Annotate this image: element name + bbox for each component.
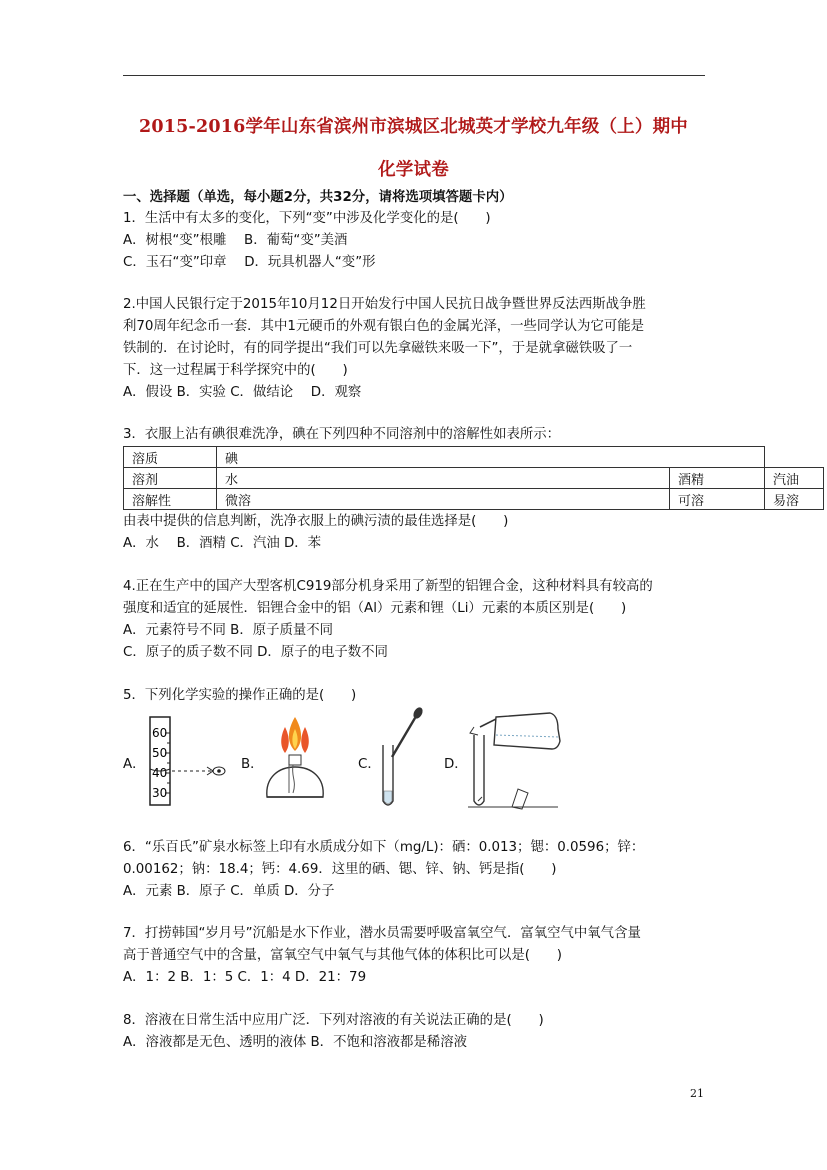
header-rule (123, 75, 705, 76)
table-cell: 微溶 (217, 489, 670, 510)
q6-stem-line1: 6．“乐百氏”矿泉水标签上印有水质成分如下（mg/L)：硒：0.013；锶：0.0596；锌： (123, 840, 645, 855)
q6-stem-line2: 0.00162；钠：18.4；钙：4.69．这里的硒、锶、锌、钠、钙是指( ) (123, 862, 557, 877)
tick-label: 50 (152, 746, 168, 760)
q3-stem: 3．衣服上沾有碘很难洗净，碘在下列四种不同溶剂中的溶解性如表所示： (123, 427, 561, 442)
alcohol-lamp-icon (261, 713, 333, 813)
q5-label-a: A． (123, 757, 146, 772)
q5-label-b: B． (241, 757, 264, 772)
q7-stem-line2: 高于普通空气中的含量，富氧空气中氧气与其他气体的体积比可以是( ) (123, 948, 562, 963)
test-tube-dropper-icon (375, 705, 425, 815)
q5-figures (123, 705, 593, 815)
q1-options-row2: C．玉石“变”印章 D．玩具机器人“变”形 (123, 255, 376, 270)
q5-label-d: D． (444, 757, 468, 772)
q6-options: A．元素 B．原子 C．单质 D．分子 (123, 884, 335, 899)
pouring-reagent-icon (466, 705, 576, 815)
q8-options: A．溶液都是无色、透明的液体 B．不饱和溶液都是稀溶液 (123, 1035, 467, 1050)
exam-title-line1: 2015-2016学年山东省滨州市滨城区北城英才学校九年级（上）期中 (139, 117, 688, 137)
page-number: 21 (690, 1087, 704, 1100)
solubility-table (123, 446, 824, 510)
q1-options-row1: A．树根“变”根雕 B．葡萄“变”美酒 (123, 233, 348, 248)
q2-stem-line4: 下．这一过程属于科学探究中的( ) (123, 363, 348, 378)
graduated-cylinder-icon (141, 715, 236, 810)
q2-stem-line1: 2.中国人民银行定于2015年10月12日开始发行中国人民抗日战争暨世界反法西斯战争胜 (123, 297, 646, 312)
q2-stem-line2: 利70周年纪念币一套．其中1元硬币的外观有银白色的金属光泽，一些同学认为它可能是 (123, 319, 645, 334)
table-cell: 溶质 (124, 447, 217, 468)
q7-options: A．1：2 B．1：5 C．1：4 D．21：79 (123, 970, 367, 985)
exam-title-line2: 化学试卷 (378, 160, 449, 180)
q3-options: A．水 B．酒精 C．汽油 D．苯 (123, 536, 322, 551)
table-cell: 溶剂 (124, 468, 217, 489)
table-cell: 酒精 (670, 468, 765, 489)
table-row (124, 489, 824, 510)
section-heading: 一、选择题（单选，每小题2分，共32分，请将选项填答题卡内） (123, 190, 513, 205)
q2-options: A．假设 B．实验 C．做结论 D．观察 (123, 385, 362, 400)
table-row (124, 468, 824, 489)
table-cell: 溶解性 (124, 489, 217, 510)
table-cell: 易溶 (765, 489, 824, 510)
q4-options-row2: C．原子的质子数不同 D．原子的电子数不同 (123, 645, 388, 660)
q2-stem-line3: 铁制的．在讨论时，有的同学提出“我们可以先拿磁铁来吸一下”，于是就拿磁铁吸了一 (123, 341, 633, 356)
q4-options-row1: A．元素符号不同 B．原子质量不同 (123, 623, 334, 638)
table-row (124, 447, 824, 468)
table-cell: 汽油 (765, 468, 824, 489)
q3-stem2: 由表中提供的信息判断，洗净衣服上的碘污渍的最佳选择是( ) (123, 514, 509, 529)
q1-stem: 1．生活中有太多的变化，下列“变”中涉及化学变化的是( ) (123, 211, 491, 226)
tick-label: 30 (152, 786, 168, 800)
q8-stem: 8．溶液在日常生活中应用广泛．下列对溶液的有关说法正确的是( ) (123, 1013, 544, 1028)
q5-stem: 5．下列化学实验的操作正确的是( ) (123, 688, 357, 703)
table-cell: 碘 (217, 447, 765, 468)
table-cell: 水 (217, 468, 670, 489)
q4-stem-line2: 强度和适宜的延展性．铝锂合金中的铝（Al）元素和锂（Li）元素的本质区别是( ) (123, 601, 627, 616)
q5-label-c: C． (358, 757, 381, 772)
tick-label: 40 (152, 766, 168, 780)
table-cell: 可溶 (670, 489, 765, 510)
tick-label: 60 (152, 726, 168, 740)
q4-stem-line1: 4.正在生产中的国产大型客机C919部分机身采用了新型的铝锂合金，这种材料具有较高的 (123, 579, 653, 594)
q7-stem-line1: 7．打捞韩国“岁月号”沉船是水下作业，潜水员需要呼吸富氧空气．富氧空气中氧气含量 (123, 926, 641, 941)
